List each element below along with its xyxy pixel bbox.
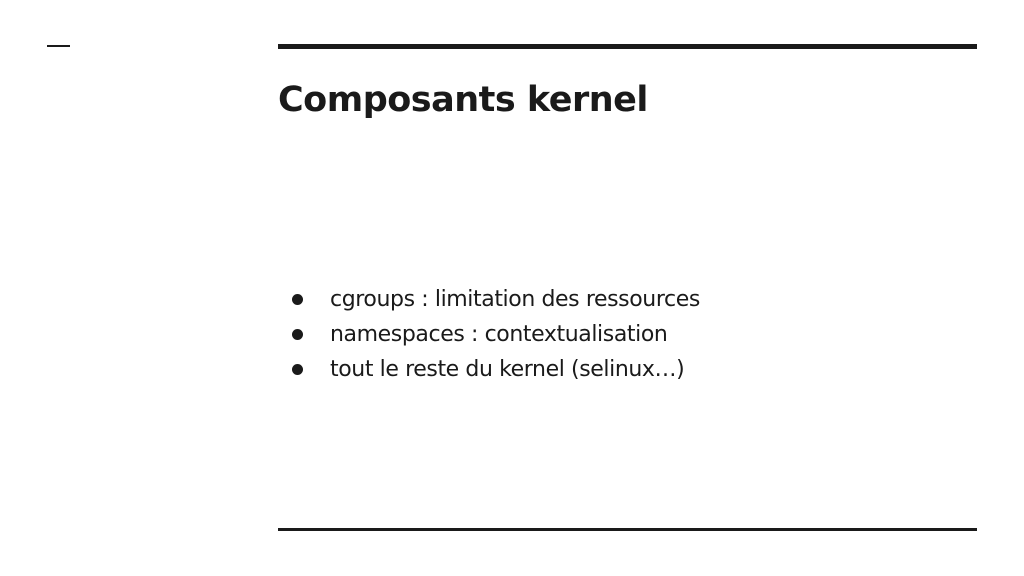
bottom-rule-divider [278, 528, 977, 531]
bullet-dot-icon [292, 294, 303, 305]
bullet-dot-icon [292, 329, 303, 340]
slide-title: Composants kernel [278, 80, 648, 120]
bullet-text: tout le reste du kernel (selinux…) [330, 357, 685, 382]
bullet-text: cgroups : limitation des ressources [330, 287, 700, 312]
bullet-dot-icon [292, 364, 303, 375]
top-rule-divider [278, 44, 977, 49]
bullet-text: namespaces : contextualisation [330, 322, 668, 347]
corner-dash-decoration [47, 45, 70, 47]
